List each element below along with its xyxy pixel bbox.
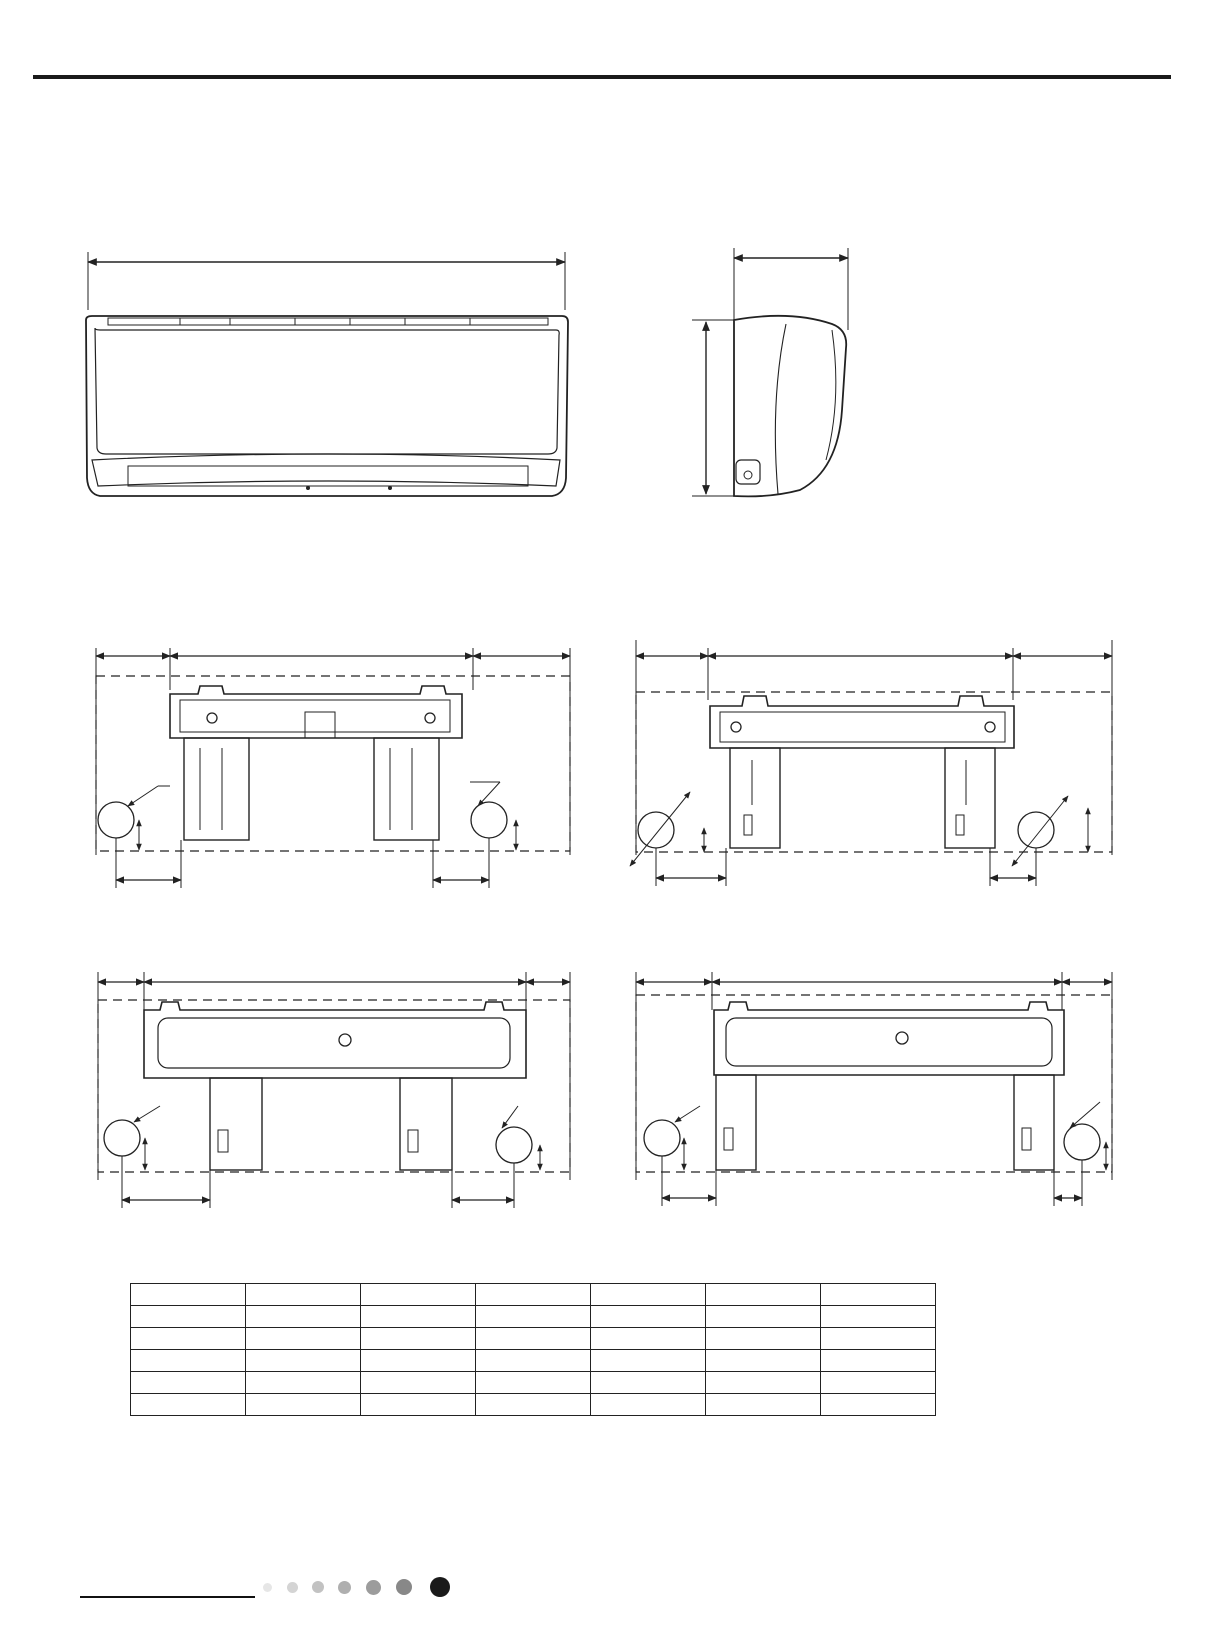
table-cell (706, 1394, 821, 1416)
table-cell (361, 1394, 476, 1416)
table-row (131, 1372, 936, 1394)
table-cell (361, 1328, 476, 1350)
table-cell (246, 1284, 361, 1306)
table-cell (361, 1350, 476, 1372)
table-cell (361, 1306, 476, 1328)
table-cell (591, 1306, 706, 1328)
table-row (131, 1394, 936, 1416)
page-dot (312, 1581, 324, 1593)
table-cell (246, 1350, 361, 1372)
page-progress-indicator (260, 1572, 460, 1602)
table-row (131, 1284, 936, 1306)
table-row (131, 1306, 936, 1328)
pipe-hole-right (471, 802, 507, 838)
footer-rule (80, 1596, 255, 1598)
table-cell (706, 1328, 821, 1350)
table-cell (476, 1284, 591, 1306)
air-outlet (92, 454, 560, 486)
table-cell (246, 1306, 361, 1328)
table-cell (246, 1394, 361, 1416)
table-cell (821, 1306, 936, 1328)
unit-outline-dashed (96, 676, 570, 851)
table-cell (706, 1306, 821, 1328)
table-cell (131, 1394, 246, 1416)
table-cell (706, 1350, 821, 1372)
unit-side-view (692, 248, 848, 496)
bracket-plate-b (630, 640, 1112, 886)
bracket-plate-a (96, 648, 570, 888)
table-cell (476, 1306, 591, 1328)
front-outline (86, 316, 568, 496)
table-cell (131, 1372, 246, 1394)
table-cell (476, 1350, 591, 1372)
table-cell (821, 1284, 936, 1306)
table-cell (706, 1372, 821, 1394)
table-row (131, 1350, 936, 1372)
table-cell (821, 1328, 936, 1350)
pipe-hole-left (98, 802, 134, 838)
table-row (131, 1328, 936, 1350)
side-outline (734, 316, 846, 497)
table-cell (821, 1350, 936, 1372)
side-connector (736, 460, 760, 484)
table-cell (131, 1284, 246, 1306)
table-cell (476, 1394, 591, 1416)
table-cell (131, 1350, 246, 1372)
table-cell (131, 1306, 246, 1328)
page-dot (338, 1581, 351, 1594)
table-cell (476, 1372, 591, 1394)
page-dot (263, 1583, 272, 1592)
table-cell (591, 1394, 706, 1416)
dimension-table (130, 1283, 936, 1416)
page-dot (396, 1579, 412, 1595)
table-cell (591, 1328, 706, 1350)
intake-grille (108, 318, 548, 325)
front-panel (95, 328, 559, 454)
table-cell (706, 1284, 821, 1306)
table-cell (476, 1328, 591, 1350)
table-cell (246, 1372, 361, 1394)
bracket-plate-d (636, 972, 1112, 1206)
table-cell (246, 1328, 361, 1350)
table-cell (361, 1372, 476, 1394)
table-cell (821, 1394, 936, 1416)
table-cell (131, 1328, 246, 1350)
page-dot (287, 1582, 298, 1593)
table-cell (591, 1284, 706, 1306)
table-cell (591, 1372, 706, 1394)
page-dot (366, 1580, 381, 1595)
table-cell (591, 1350, 706, 1372)
table-cell (821, 1372, 936, 1394)
page-dot-active (430, 1577, 450, 1597)
table-cell (361, 1284, 476, 1306)
unit-front-view (86, 252, 568, 496)
bracket-plate-c (98, 972, 570, 1208)
